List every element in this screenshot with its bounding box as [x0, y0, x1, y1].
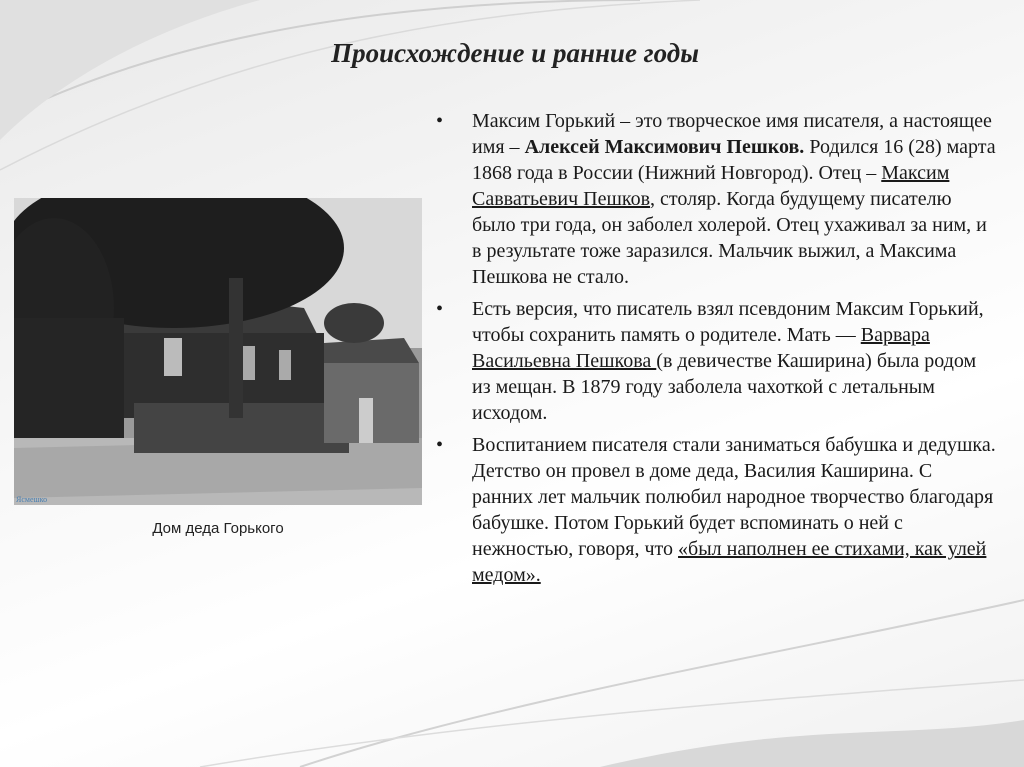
bold-text: Алексей Максимович Пешков. [524, 136, 805, 158]
bullet-list [436, 108, 996, 594]
bullet-icon: • [436, 434, 444, 456]
bullet-icon: • [436, 298, 444, 320]
photo-watermark: Ясмешко [16, 495, 48, 504]
text-segment: , столяр. Когда будущему писателю было три года, он заболел холерой. Отец ухаживал за ним, и в результате тоже заразился. Мальчик выжил, а Максима Пешкова не стало. [472, 188, 987, 288]
bullet-item [436, 296, 997, 426]
hyperlink-text[interactable]: Варвара Васильевна Пешкова [472, 324, 930, 372]
photo-caption: Дом деда Горького [152, 520, 284, 537]
hyperlink-text[interactable]: «был наполнен ее стихами, как улей медом». [472, 538, 987, 586]
text-segment: Максим Горький – это творческое имя писателя, а настоящее имя – [472, 110, 992, 158]
hyperlink-text[interactable]: Максим Савватьевич Пешков [472, 162, 950, 210]
slide-title: Происхождение и ранние годы [331, 38, 699, 68]
text-segment: Воспитанием писателя стали заниматься бабушка и дедушка. Детство он провел в доме деда, Василия Каширина. С ранних лет мальчик полюбил народное творчество благодаря бабушке. Потом Горький будет вспоминать о ней с нежностью, говоря, что [472, 434, 996, 560]
bullet-item [436, 432, 997, 588]
bullet-icon: • [436, 110, 444, 132]
text-segment: Родился 16 (28) марта 1868 года в России (Нижний Новгород). Отец – [472, 136, 996, 184]
text-segment: Есть версия, что писатель взял псевдоним Максим Горький, чтобы сохранить память о родителе. Мать — [472, 298, 984, 346]
bullet-item [436, 108, 997, 290]
house-photo [14, 198, 422, 505]
text-segment: (в девичестве Каширина) была родом из мещан. В 1879 году заболела чахоткой с летальным исходом. [472, 350, 977, 424]
